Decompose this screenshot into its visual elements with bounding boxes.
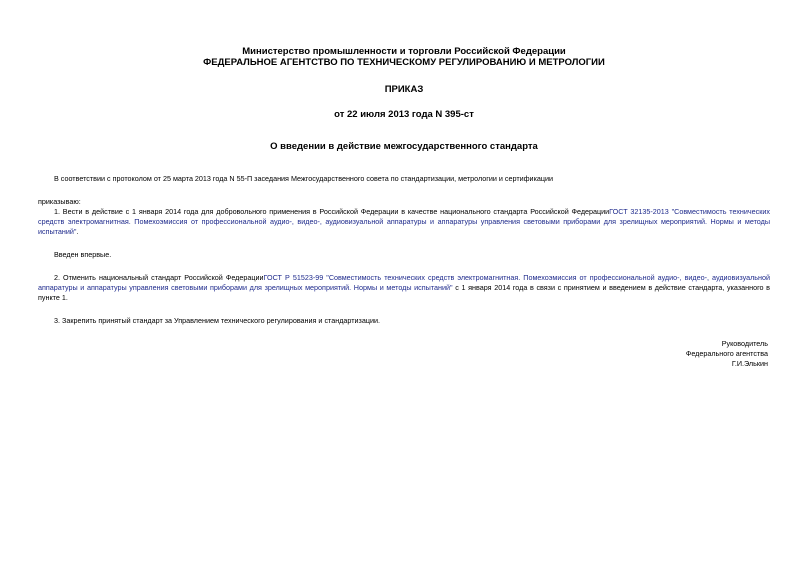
signature-organization: Федерального агентства bbox=[685, 349, 768, 358]
item-2-text: 2. Отменить национальный стандарт Российской Федерации bbox=[54, 273, 264, 282]
item-2-text-end: с 1 января 2014 года в связи с принятием и введением в действие стандарта, указанного в пункте 1. bbox=[38, 283, 770, 302]
item-1-paragraph bbox=[38, 207, 770, 237]
gost-r-51523-99-link[interactable]: ГОСТ Р 51523-99 "Совместимость технических средств электромагнитная. Помехоэмиссия от профессиональной аудио-, видео-, аудиовизуальной аппаратуры и аппаратуры управления световыми приборами для зрелищных мероприятий. Нормы и методы испытаний" bbox=[38, 273, 770, 292]
item-3-paragraph: 3. Закрепить принятый стандарт за Управлением технического регулирования и стандартизации. bbox=[54, 316, 380, 325]
document-date-number: от 22 июля 2013 года N 395-ст bbox=[334, 109, 474, 120]
document-page bbox=[38, 38, 770, 538]
signature-position: Руководитель bbox=[721, 339, 768, 348]
document-type: ПРИКАЗ bbox=[384, 84, 424, 95]
agency-name: ФЕДЕРАЛЬНОЕ АГЕНТСТВО ПО ТЕХНИЧЕСКОМУ РЕГУЛИРОВАНИЮ И МЕТРОЛОГИИ bbox=[203, 57, 605, 68]
item-2-paragraph bbox=[38, 273, 770, 303]
introduced-first-note: Введен впервые. bbox=[54, 250, 112, 259]
item-1-text: 1. Вести в действие с 1 января 2014 года для добровольного применения в Российской Федерации в качестве национального стандарта Российской Федерации bbox=[54, 207, 610, 216]
signature-block bbox=[686, 339, 768, 369]
gost-32135-2013-link[interactable]: ГОСТ 32135-2013 "Совместимость технических средств электромагнитная. Помехоэмиссия от профессиональной аудио-, видео-, аудиовизуальной аппаратуры и аппаратуры управления световыми приборами для зрелищных мероприятий. Нормы и методы испытаний" bbox=[38, 207, 770, 236]
order-word: приказываю: bbox=[38, 197, 81, 206]
ministry-name: Министерство промышленности и торговли Российской Федерации bbox=[242, 46, 566, 57]
item-1-text-end: . bbox=[76, 227, 79, 236]
preamble-paragraph: В соответствии с протоколом от 25 марта 2013 года N 55-П заседания Межгосударственного совета по стандартизации, метрологии и сертификации bbox=[54, 174, 554, 183]
document-subject: О введении в действие межгосударственного стандарта bbox=[270, 141, 538, 152]
signature-name: Г.И.Элькин bbox=[731, 359, 768, 368]
